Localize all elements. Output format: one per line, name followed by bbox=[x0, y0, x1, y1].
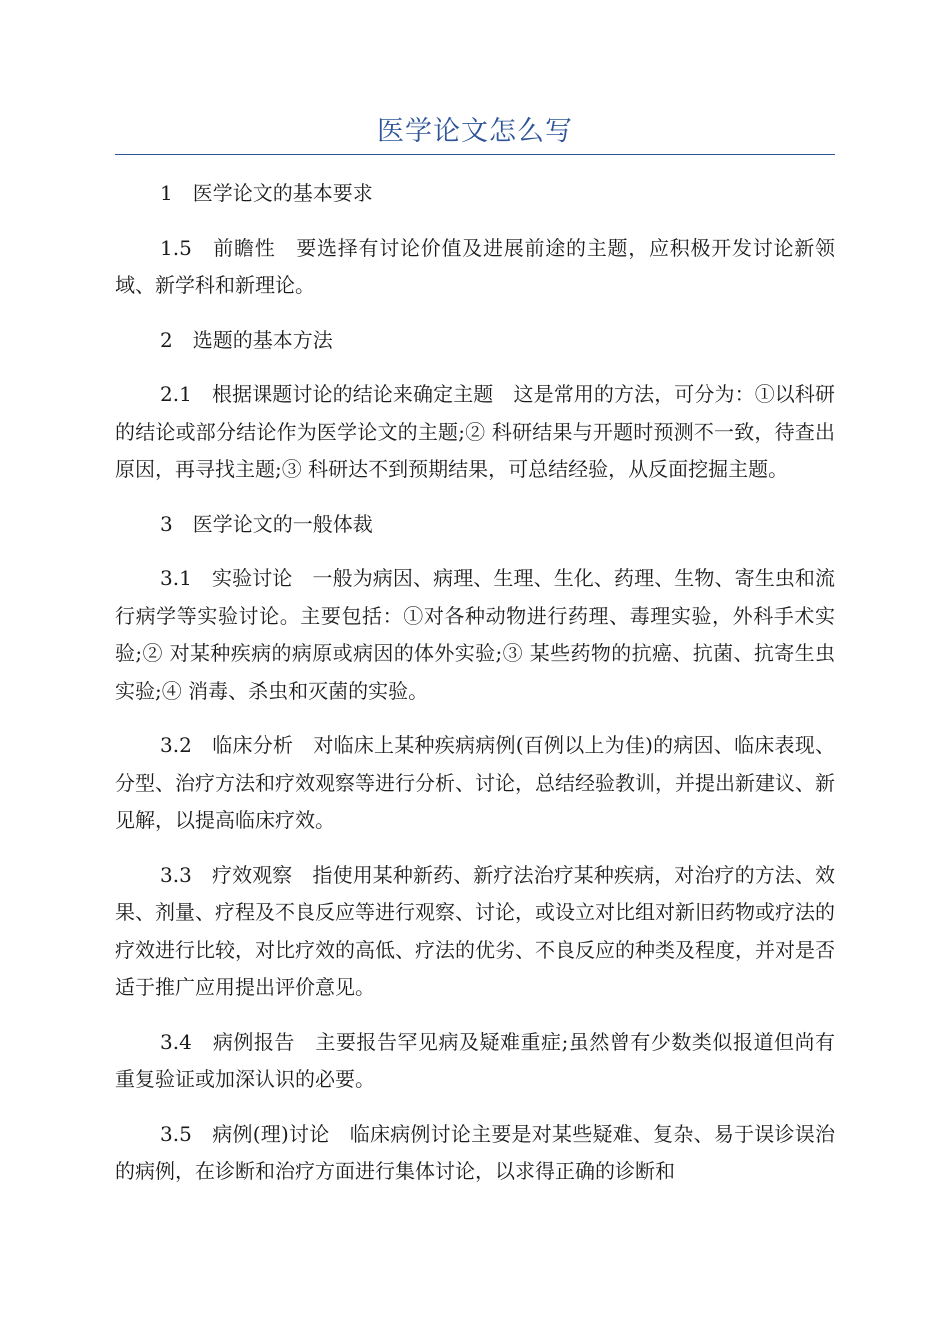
section-heading-1: 1 医学论文的基本要求 bbox=[160, 181, 373, 205]
paragraph-3-5: 3.5 病例(理)讨论 临床病例讨论主要是对某些疑难、复杂、易于误诊误治的病例，在诊断和治疗方面进行集体讨论，以求得正确的诊断和 bbox=[115, 1121, 835, 1183]
document-title: 医学论文怎么写 bbox=[377, 116, 573, 147]
title-underline bbox=[115, 154, 835, 155]
section-heading-2: 2 选题的基本方法 bbox=[160, 327, 333, 352]
paragraph-3-4: 3.4 病例报告 主要报告罕见病及疑难重症;虽然曾有少数类似报道但尚有重复验证或加深认识的必要。 bbox=[115, 1029, 835, 1091]
section-heading-3: 3 医学论文的一般体裁 bbox=[160, 511, 373, 536]
paragraph-3-2: 3.2 临床分析 对临床上某种疾病病例(百例以上为佳)的病因、临床表现、分型、治疗方法和疗效观察等进行分析、讨论，总结经验教训，并提出新建议、新见解，以提高临床疗效。 bbox=[115, 733, 835, 832]
document-body bbox=[115, 175, 835, 1208]
paragraph-3-3: 3.3 疗效观察 指使用某种新药、新疗法治疗某种疾病，对治疗的方法、效果、剂量、疗程及不良反应等进行观察、讨论，或设立对比组对新旧药物或疗法的疗效进行比较，对比疗效的高低、疗法的优劣、不良反应的种类及程度，并对是否适于推广应用提出评价意见。 bbox=[115, 862, 835, 999]
paragraph-1-5: 1.5 前瞻性 要选择有讨论价值及进展前途的主题，应积极开发讨论新领域、新学科和新理论。 bbox=[115, 235, 835, 297]
paragraph-2-1: 2.1 根据课题讨论的结论来确定主题 这是常用的方法，可分为：①以科研的结论或部分结论作为医学论文的主题;② 科研结果与开题时预测不一致，待查出原因，再寻找主题;③ 科研达不到预期结果，可总结经验，从反面挖掘主题。 bbox=[115, 382, 835, 481]
paragraph-3-1: 3.1 实验讨论 一般为病因、病理、生理、生化、药理、生物、寄生虫和流行病学等实验讨论。主要包括：①对各种动物进行药理、毒理实验，外科手术实验;② 对某种疾病的病原或病因的体外实验;③ 某些药物的抗癌、抗菌、抗寄生虫实验;④ 消毒、杀虫和灭菌的实验。 bbox=[115, 566, 835, 703]
